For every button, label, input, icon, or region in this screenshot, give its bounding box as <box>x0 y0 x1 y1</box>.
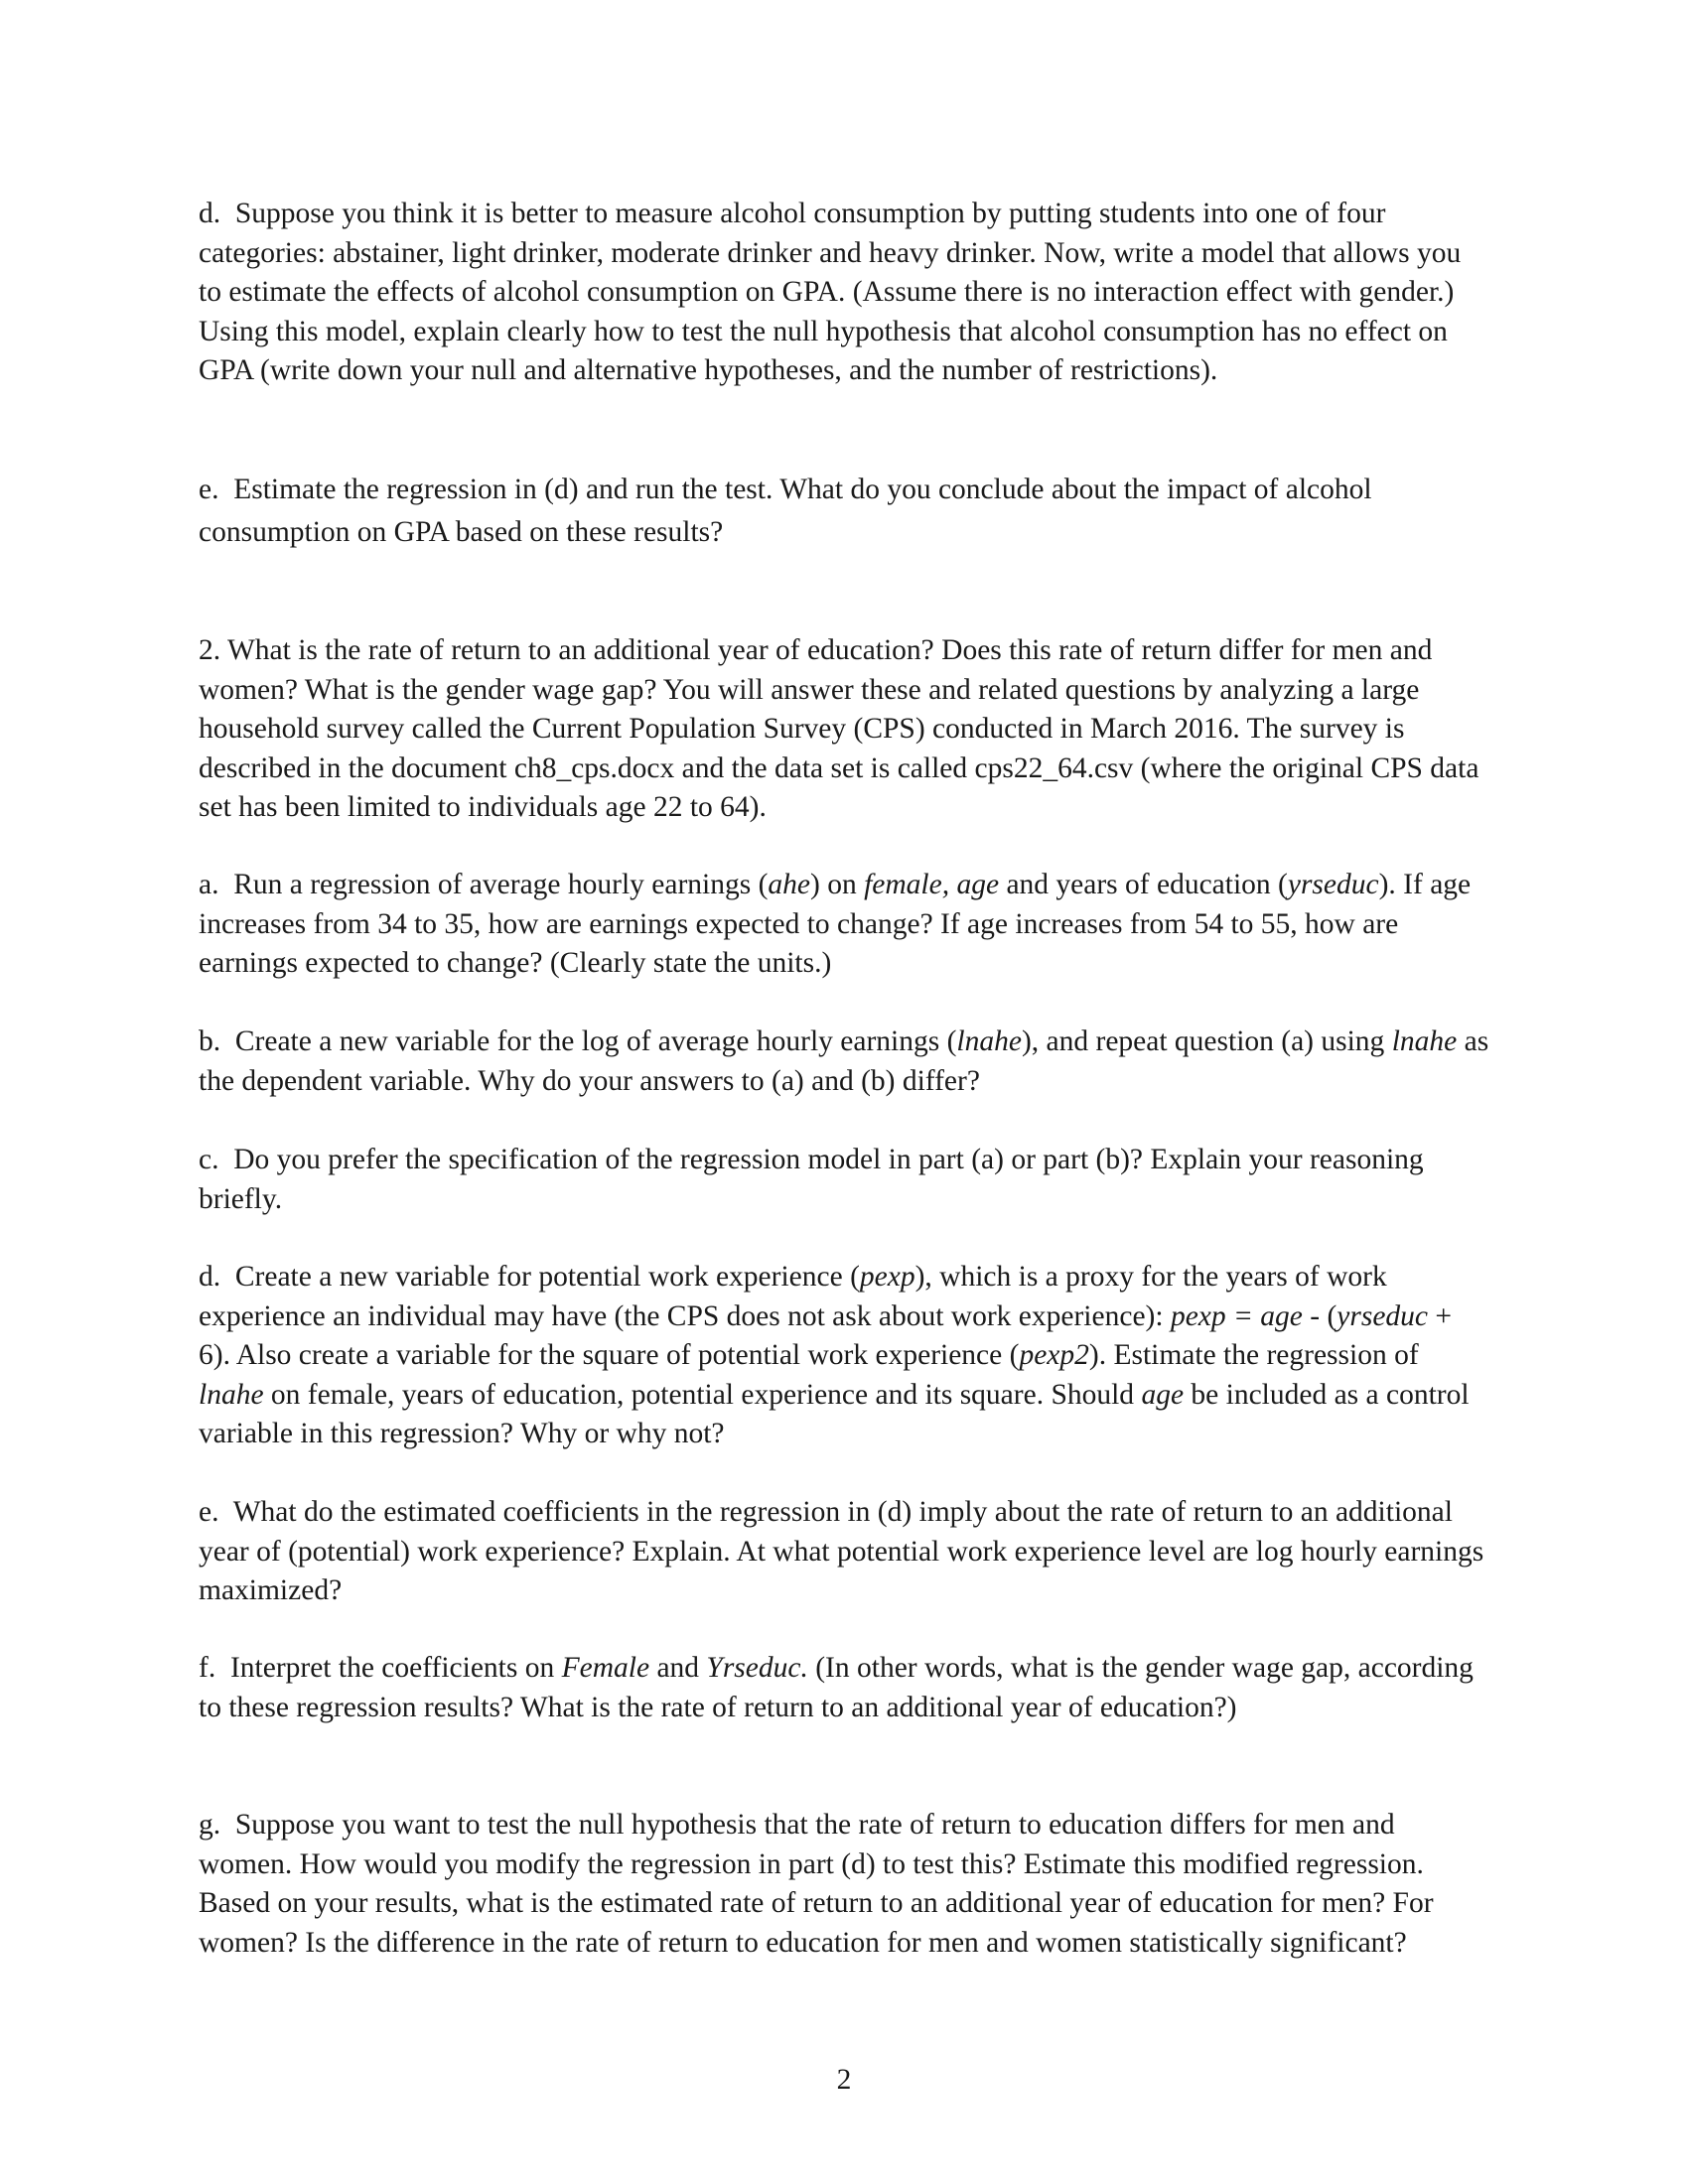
item-label: c. <box>199 1144 219 1175</box>
question-text: Suppose you think it is better to measure alcohol consumption by putting students into one of four categories: abstainer, light drinker, moderate drinker and heavy drinker. Now, write a model that allows you to estimate the effects of alcohol consumption on GPA. (Assume there is no interaction effect with gender.) Using this model, explain clearly how to test the null hypothesis that alcohol consumption has no effect on GPA (write down your null and alternative hypotheses, and the number of restrictions). <box>199 198 1462 387</box>
text-segment: ), which is a proxy for the years of work experience an individual may have (the CPS does not ask about work experience): <box>199 1261 1387 1332</box>
variable-name: lnahe <box>199 1378 264 1411</box>
formula-part: pexp = age <box>1170 1299 1303 1332</box>
item-label: f. <box>199 1652 216 1684</box>
page-number: 2 <box>836 2064 852 2096</box>
variable-name: pexp2 <box>1019 1339 1089 1372</box>
variable-name: lnahe <box>1391 1025 1458 1057</box>
formula-part: yrseduc <box>1336 1299 1429 1332</box>
variable-name: Female <box>561 1652 650 1684</box>
text-segment: ) on <box>810 869 865 900</box>
text-segment: Interpret the coefficients on <box>229 1652 562 1684</box>
item-label: d. <box>199 198 221 229</box>
variable-name: female, age <box>864 869 1000 900</box>
text-segment: ). Estimate the regression of <box>1088 1339 1419 1372</box>
text-segment: as the dependent variable. Why do your answers to (a) and (b) differ? <box>199 1025 1489 1097</box>
text-segment: on female, years of education, potential experience and its square. Should <box>263 1378 1142 1411</box>
variable-name: ahe <box>768 869 811 900</box>
variable-name: pexp <box>859 1261 915 1293</box>
question-2b <box>199 1023 1489 1101</box>
text-segment: and years of education ( <box>999 869 1288 900</box>
text-segment: - ( <box>1302 1299 1337 1332</box>
question-2g <box>199 1806 1489 1963</box>
question-2c <box>199 1141 1489 1219</box>
item-label: b. <box>199 1025 221 1057</box>
question-2-intro <box>199 631 1489 828</box>
item-label: e. <box>199 1496 219 1528</box>
variable-name: Yrseduc. <box>706 1652 808 1684</box>
text-segment: be included as a control variable in this regression? Why or why not? <box>199 1378 1470 1450</box>
question-text: What do the estimated coefficients in the regression in (d) imply about the rate of return to an additional year of (potential) work experience? Explain. At what potential work experience level are log hourly earnings maximized? <box>199 1496 1484 1607</box>
text-segment: + 6). Also create a variable for the square of potential work experience ( <box>199 1299 1453 1372</box>
text-segment: (In other words, what is the gender wage gap, according to these regression results? What is the rate of return to an additional year of education?) <box>199 1652 1474 1723</box>
text-segment: ), and repeat question (a) using <box>1021 1025 1392 1057</box>
question-text: Estimate the regression in (d) and run the test. What do you conclude about the impact of alcohol consumption on GPA based on these results? <box>199 474 1372 548</box>
item-label: g. <box>199 1809 221 1841</box>
item-label: a. <box>199 869 219 900</box>
question-text: Do you prefer the specification of the regression model in part (a) or part (b)? Explain your reasoning briefly. <box>199 1144 1424 1215</box>
question-text: What is the rate of return to an additional year of education? Does this rate of return differ for men and women? What is the gender wage gap? You will answer these and related questions by analyzing a large household survey called the Current Population Survey (CPS) conducted in March 2016. The survey is described in the document ch8_cps.docx and the data set is called cps22_64.csv (where the original CPS data set has been limited to individuals age 22 to 64). <box>199 634 1479 824</box>
item-label: d. <box>199 1261 221 1293</box>
question-1e <box>199 469 1489 554</box>
question-2e <box>199 1493 1489 1611</box>
question-1d <box>199 195 1489 391</box>
question-text: Suppose you want to test the null hypothesis that the rate of return to education differs for men and women. How would you modify the regression in part (d) to test this? Estimate this modified regression. Based on your results, what is the estimated rate of return to an additional year of education for men? For women? Is the difference in the rate of return to education for men and women statistically significant? <box>199 1809 1434 1959</box>
question-2f <box>199 1649 1489 1727</box>
item-label: e. <box>199 474 219 505</box>
question-2a <box>199 866 1489 984</box>
text-segment: ). If age increases from 34 to 35, how are earnings expected to change? If age increases from 54 to 55, how are earnings expected to change? (Clearly state the units.) <box>199 869 1472 980</box>
variable-name: yrseduc <box>1287 869 1379 900</box>
variable-name: age <box>1141 1378 1185 1411</box>
text-segment: and <box>649 1652 707 1684</box>
variable-name: lnahe <box>956 1025 1022 1057</box>
item-label: 2. <box>199 634 221 666</box>
question-2d <box>199 1258 1489 1454</box>
text-segment: Create a new variable for potential work experience ( <box>234 1261 860 1293</box>
text-segment: Create a new variable for the log of average hourly earnings ( <box>234 1025 957 1057</box>
text-segment: Run a regression of average hourly earnings ( <box>233 869 769 900</box>
